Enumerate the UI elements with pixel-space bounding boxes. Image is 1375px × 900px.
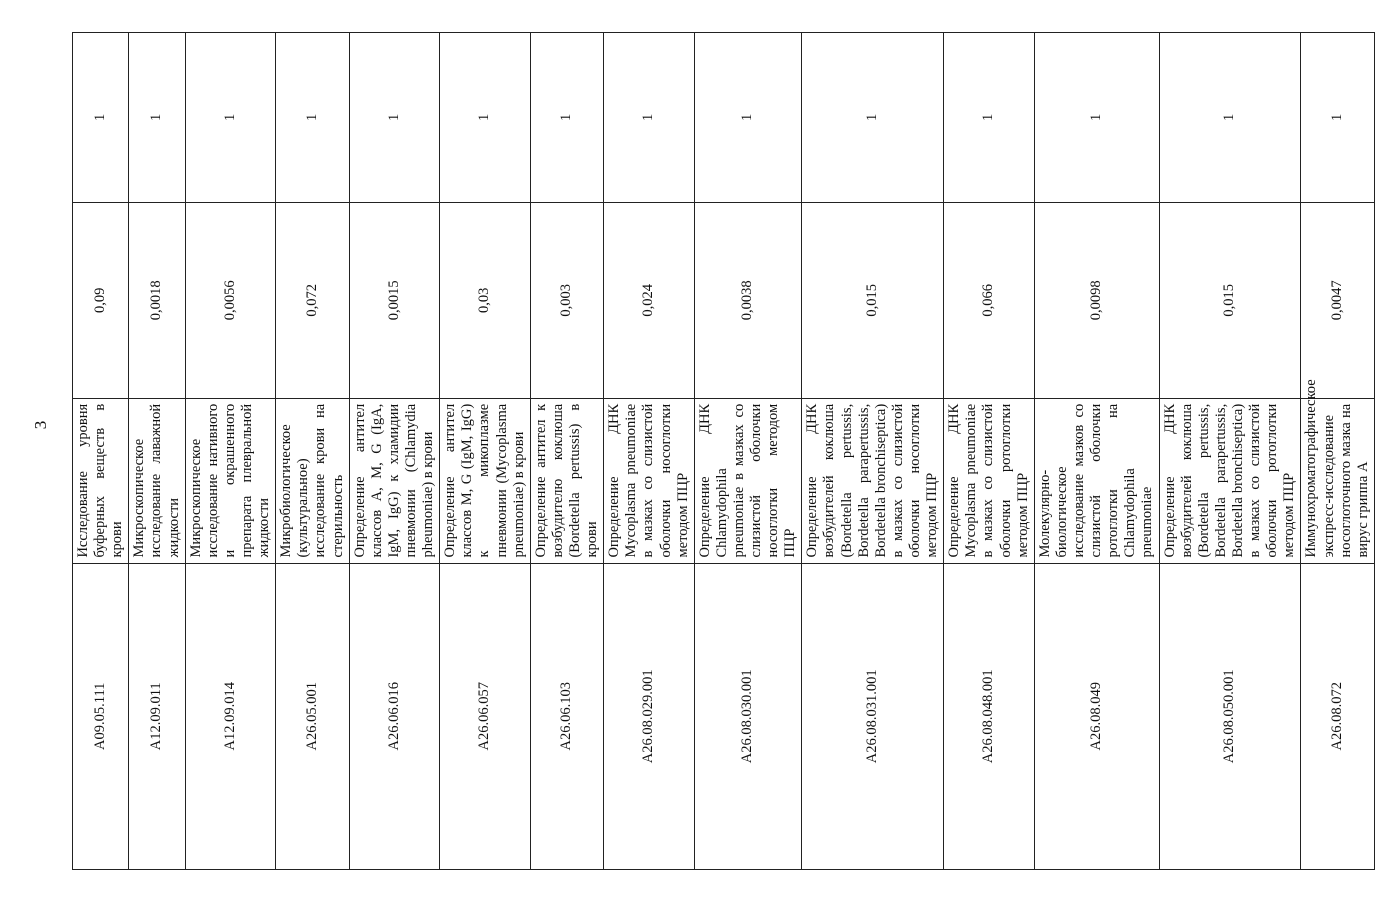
services-table	[72, 32, 1375, 870]
service-name: Микробиологическое (культуральное) исследование крови на стерильность	[276, 398, 349, 563]
table-row	[944, 33, 1035, 870]
service-code: A26.06.057	[440, 563, 531, 869]
service-name: Определение ДНК Mycoplasma pneumoniae в мазках со слизистой оболочки ротоглотки методом ПЦР	[944, 398, 1035, 563]
service-name: Иммунохроматографическое экспресс-исследование носоглоточного мазка на вирус гриппа A	[1301, 398, 1374, 563]
service-name: Определение ДНК возбудителей коклюша (Bordetella pertussis, Bordetella parapertussis, Bordetella bronchiseptica) в мазках со слизистой оболочки носоглотки методом ПЦР	[802, 398, 944, 563]
table-row	[530, 33, 603, 870]
frequency-coefficient: 0,003	[530, 202, 603, 398]
multiplicity: 1	[944, 33, 1035, 203]
service-code: A12.09.011	[129, 563, 185, 869]
multiplicity: 1	[129, 33, 185, 203]
service-code: A26.08.049	[1034, 563, 1159, 869]
table-row	[604, 33, 695, 870]
service-code: A12.09.014	[185, 563, 276, 869]
table-row	[802, 33, 944, 870]
frequency-coefficient: 0,03	[440, 202, 531, 398]
multiplicity: 1	[1301, 33, 1374, 203]
service-name: Определение ДНК Chlamydophila pneumoniae в мазках со слизистой оболочки носоглотки методом ПЦР	[694, 398, 802, 563]
multiplicity: 1	[530, 33, 603, 203]
multiplicity: 1	[1159, 33, 1301, 203]
rotated-table-container	[72, 32, 1371, 870]
frequency-coefficient: 0,015	[1159, 202, 1301, 398]
multiplicity: 1	[1034, 33, 1159, 203]
frequency-coefficient: 0,09	[73, 202, 129, 398]
multiplicity: 1	[802, 33, 944, 203]
service-name: Определение антител классов M, G (IgM, IgG) к микоплазме пневмонии (Mycoplasma pneumoniae) в крови	[440, 398, 531, 563]
service-code: A26.05.001	[276, 563, 349, 869]
table-row	[440, 33, 531, 870]
multiplicity: 1	[185, 33, 276, 203]
service-code: A26.08.072	[1301, 563, 1374, 869]
service-name: Определение антител к возбудителю коклюша (Bordetella pertussis) в крови	[530, 398, 603, 563]
table-row	[276, 33, 349, 870]
table-row	[349, 33, 440, 870]
table-body	[73, 33, 1375, 870]
frequency-coefficient: 0,066	[944, 202, 1035, 398]
service-code: A26.08.050.001	[1159, 563, 1301, 869]
service-code: A26.06.103	[530, 563, 603, 869]
service-name: Исследование уровня буферных веществ в крови	[73, 398, 129, 563]
multiplicity: 1	[694, 33, 802, 203]
frequency-coefficient: 0,015	[802, 202, 944, 398]
table-row	[185, 33, 276, 870]
frequency-coefficient: 0,0056	[185, 202, 276, 398]
frequency-coefficient: 0,0098	[1034, 202, 1159, 398]
page-number: 3	[31, 420, 50, 430]
frequency-coefficient: 0,072	[276, 202, 349, 398]
table-row	[694, 33, 802, 870]
service-name: Молекулярно-биологическое исследование мазков со слизистой оболочки ротоглотки на Chlamydophila pneumoniae	[1034, 398, 1159, 563]
service-code: A26.08.030.001	[694, 563, 802, 869]
service-code: A26.06.016	[349, 563, 440, 869]
service-code: A26.08.048.001	[944, 563, 1035, 869]
multiplicity: 1	[349, 33, 440, 203]
multiplicity: 1	[440, 33, 531, 203]
table-row	[1034, 33, 1159, 870]
service-name: Определение ДНК возбудителей коклюша (Bordetella pertussis, Bordetella parapertussis, Bordetella bronchiseptica) в мазках со слизистой оболочки ротоглотки методом ПЦР	[1159, 398, 1301, 563]
service-name: Микроскопическое исследование нативного и окрашенного препарата плевральной жидкости	[185, 398, 276, 563]
service-name: Микроскопическое исследование лаважной жидкости	[129, 398, 185, 563]
frequency-coefficient: 0,0018	[129, 202, 185, 398]
frequency-coefficient: 0,024	[604, 202, 695, 398]
table-row	[1301, 33, 1374, 870]
frequency-coefficient: 0,0047	[1301, 202, 1374, 398]
service-name: Определение ДНК Mycoplasma pneumoniae в мазках со слизистой оболочки носоглотки методом ПЦР	[604, 398, 695, 563]
multiplicity: 1	[73, 33, 129, 203]
table-row	[129, 33, 185, 870]
frequency-coefficient: 0,0038	[694, 202, 802, 398]
service-code: A26.08.031.001	[802, 563, 944, 869]
table-row	[1159, 33, 1301, 870]
multiplicity: 1	[276, 33, 349, 203]
frequency-coefficient: 0,0015	[349, 202, 440, 398]
service-code: A09.05.111	[73, 563, 129, 869]
table-row	[73, 33, 129, 870]
service-code: A26.08.029.001	[604, 563, 695, 869]
multiplicity: 1	[604, 33, 695, 203]
service-name: Определение антител классов A, M, G (IgA, IgM, IgG) к хламидии пневмонии (Chlamydia pheumoniae) в крови	[349, 398, 440, 563]
